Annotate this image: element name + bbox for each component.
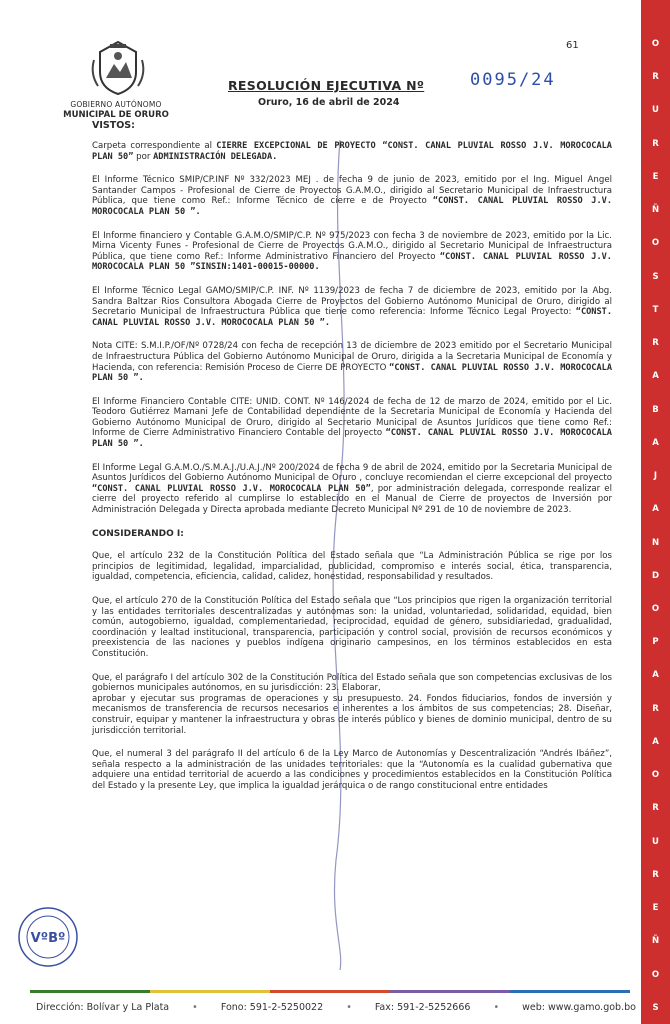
stripe-letter: D [651, 570, 660, 581]
stripe-letter: T [652, 304, 659, 315]
paragraph: El Informe Técnico SMIP/CP.INF Nº 332/2023 MEJ . de fecha 9 de junio de 2023, emitido por el Ing. Miguel Angel Santander Campos - Profesional de Cierre de Proyectos G.A.M.O., dirigido al Secretario Municipal de Infraestructura Pública, que tiene como Ref.: Informe Técnico de cierre e de Proyecto “CONST. CANAL PLUVIAL ROSSO J.V. MOROCOCALA PLAN 50 ”. [92, 175, 612, 217]
stripe-letter: Ñ [651, 205, 660, 216]
stripe-letter: O [651, 770, 660, 781]
footer-fax: Fax: 591-2-5252666 [374, 1002, 471, 1013]
stripe-letter: R [652, 72, 659, 83]
stripe-letter: O [651, 238, 660, 249]
stripe-letter: A [652, 670, 659, 681]
stripe-letter: B [652, 404, 659, 415]
side-stripe [641, 0, 670, 1024]
stripe-letter: O [651, 969, 660, 980]
paragraph: El Informe Técnico Legal GAMO/SMIP/C.P. INF. Nº 1139/2023 de fecha 7 de diciembre de 2023, emitido por la Abg. Sandra Baltzar Rios Consultora Abogada Cierre de Proyectos del Gobierno Autónomo Municipal de Oruro, dirigido al Secretario Municipal de Infraestructura Pública que tiene como referencia: Informe Técnico Legal Proyecto: “CONST. CANAL PLUVIAL ROSSO J.V. MOROCOCALA PLAN 50 ”. [92, 285, 612, 328]
vistos-heading: VISTOS: [92, 120, 135, 131]
footer-separator: • [493, 1002, 500, 1013]
paragraph: El Informe Legal G.A.M.O./S.M.A.J./U.A.J./Nº 200/2024 de fecha 9 de abril de 2024, emitido por la Secretaria Municipal de Asuntos Jurídicos del Gobierno Autónomo Municipal de Oruro , concluye recomiendan el cierre excepcional del proyecto “CONST. CANAL PLUVIAL ROSSO J.V. MOROCOCALA PLAN 50”, por administración delegada, corresponde realizar el cierre del proyecto referido al cumplirse lo establecido en el Manual de Cierre de proyectos de Inversión por Administración Delegada y Directa aprobada mediante Decreto Municipal Nº 291 de 10 de noviembre de 2023. [92, 462, 612, 516]
footer-separator: • [346, 1002, 352, 1013]
stripe-letter: O [651, 39, 660, 49]
document-date: Oruro, 16 de abril de 2024 [258, 97, 400, 108]
footer [36, 1002, 636, 1013]
stripe-letter: S [652, 271, 659, 282]
stripe-letter: O [651, 603, 660, 614]
stripe-letter: A [652, 437, 659, 448]
stripe-letter: J [653, 471, 658, 482]
stamp-seal [16, 905, 80, 969]
paragraph: El Informe financiero y Contable G.A.M.O/SMIP/C.P. Nº 975/2023 con fecha 3 de noviembre de 2023, emitido por la Lic. Mirna Vicenty Funes - Profesional de Cierre de Proyectos G.A.M.O., dirigido al Secretario Municipal de Infraestructura Pública, que tiene como Ref.: Informe Administrativo Financiero del Proyecto “CONST. CANAL PLUVIAL ROSSO J.V. MOROCOCALA PLAN 50 ”SINSIN:1401-00015-00000. [92, 230, 612, 273]
paragraph: Carpeta correspondiente al CIERRE EXCEPCIONAL DE PROYECTO “CONST. CANAL PLUVIAL ROSSO J.V. MOROCOCALA PLAN 50” por ADMINISTRACIÓN DELEGADA. [92, 141, 612, 162]
stripe-letter: R [652, 803, 659, 814]
org-name [56, 100, 176, 120]
stripe-letter: U [652, 836, 659, 847]
footer-web-link[interactable]: web: www.gamo.gob.bo [522, 1002, 636, 1013]
stripe-letter: P [652, 637, 659, 648]
paragraph: Que, el numeral 3 del parágrafo II del artículo 6 de la Ley Marco de Autonomías y Descentralización “Andrés Ibáñez”, señala respecto a la administración de las unidades territoriales: que la “Autonomía es la cualidad gubernativa que adquiere una entidad territorial de acuerdo a las condiciones y procedimientos establecidos en la Constitución Política del Estado y la presente Ley, que implica la igualdad jerárquica o de rango constitucional entre entidades [92, 749, 612, 791]
stripe-letter: R [652, 703, 659, 714]
stripe-letter: A [652, 736, 659, 747]
resolution-number: 0095/24 [470, 70, 556, 90]
municipal-logo [88, 38, 148, 98]
footer-address: Dirección: Bolívar y La Plata [36, 1002, 170, 1013]
stripe-letter: E [652, 903, 659, 914]
footer-phone: Fono: 591-2-5250022 [220, 1002, 324, 1013]
stripe-letter: A [652, 504, 659, 515]
footer-separator: • [192, 1002, 198, 1013]
section-heading: CONSIDERANDO I: [92, 528, 184, 539]
stripe-letter: Ñ [651, 936, 660, 947]
stripe-letter: U [652, 105, 659, 116]
stripe-letter: N [651, 537, 660, 548]
org-line1: GOBIERNO AUTÓNOMO [70, 100, 162, 109]
paragraph: Que, el artículo 232 de la Constitución Política del Estado señala que “La Administración Pública se rige por los principios de legitimidad, legalidad, imparcialidad, publicidad, compromiso e interés social, ética, transparencia, igualdad, competencia, eficiencia, calidad, calidez, honestidad, responsabilidad y resultados. [92, 551, 612, 583]
stripe-letter: R [652, 138, 659, 149]
stripe-letter: S [652, 1002, 659, 1013]
paragraph: Que, el parágrafo I del artículo 302 de la Constitución Política del Estado señala que son competencias exclusivas de los gobiernos municipales autónomos, en su jurisdicción: 23. Elaborar, [92, 672, 612, 694]
page-number: 61 [566, 40, 579, 51]
page-title: RESOLUCIÓN EJECUTIVA Nº [228, 78, 425, 93]
paragraph: El Informe Financiero Contable CITE: UNID. CONT. Nº 146/2024 de fecha de 12 de marzo de 2024, emitido por el Lic. Teodoro Gutiérrez Mamani Jefe de Contabilidad dependiente de la Secretaria Municipal de Economía y Hacienda del Gobierno Autónomo Municipal de Oruro, dirigido al Secretario Municipal de Asuntos Jurídicos que tiene como Ref.: Informe de Cierre Administrativo Financiero Contable del proyecto “CONST. CANAL PLUVIAL ROSSO J.V. MOROCOCALA PLAN 50 ”. [92, 396, 612, 450]
paragraph: Nota CITE: S.M.I.P./OF/Nº 0728/24 con fecha de recepción 13 de diciembre de 2023 emitido por el Secretario Municipal de Infraestructura Pública del Gobierno Autónomo Municipal de Oruro, dirigida a la Secretaria Municipal de Economía y Hacienda, con referencia: Remisión Proceso de Cierre DE PROYECTO “CONST. CANAL PLUVIAL ROSSO J.V. MOROCOCALA PLAN 50 ”. [92, 341, 612, 384]
footer-color-bar [30, 990, 630, 993]
side-stripe-motto [641, 0, 670, 1024]
svg-text:VºBº: VºBº [30, 931, 66, 946]
stripe-letter: R [652, 869, 659, 880]
paragraph: Que, el artículo 270 de la Constitución Política del Estado señala que “Los principios que rigen la organización territorial y las entidades territoriales descentralizadas y autónomas son: la unidad, voluntariedad, solidaridad, equidad, bien común, autogobierno, igualdad, complementariedad, reciprocidad, equidad de género, subsidiariedad, gradualidad, coordinación y lealtad institucional, transparencia, participación y control social, provisión de recursos económicos y preexistencia de las naciones y pueblos indígena originario campesinos, en los términos establecidos en esta Constitución. [92, 596, 612, 659]
org-line2: MUNICIPAL DE ORURO [63, 110, 169, 120]
document-body [92, 141, 612, 805]
stripe-letter: E [652, 171, 659, 182]
paragraph: aprobar y ejecutar sus programas de operaciones y su presupuesto. 24. Fondos fiduciarios, fondos de inversión y mecanismos de transferencia de recursos necesarios e inherentes a los ámbitos de sus competencias; 28. Diseñar, construir, equipar y mantener la infraestructura y obras de interés público y bienes de dominio municipal, dentro de su jurisdicción territorial. [92, 693, 612, 736]
stripe-letter: R [652, 338, 659, 349]
stripe-letter: A [652, 371, 659, 382]
